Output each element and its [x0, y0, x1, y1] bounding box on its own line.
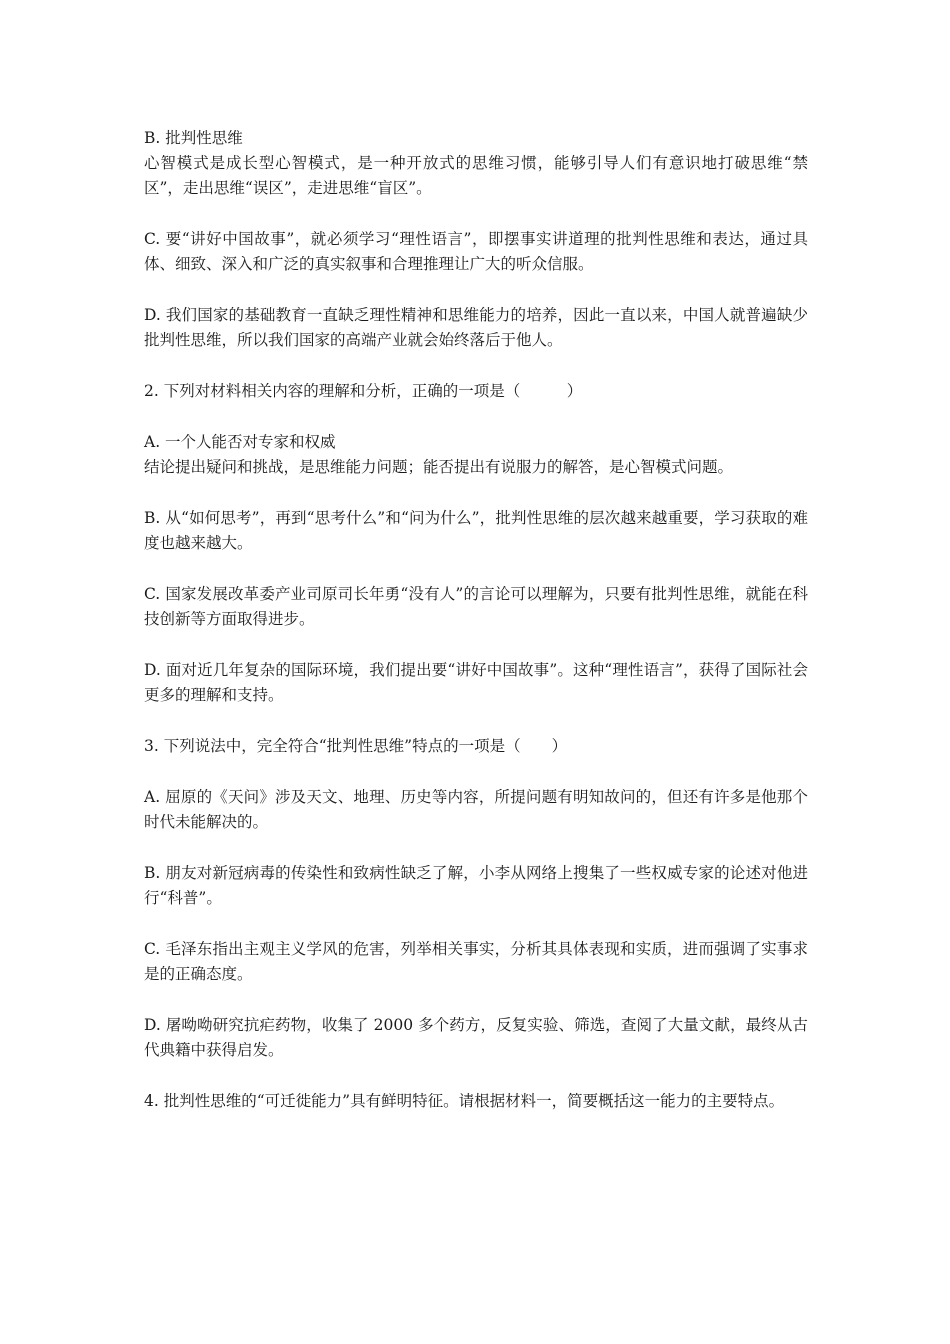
q3-option-c [144, 937, 808, 987]
option-text: 结论提出疑问和挑战，是思维能力问题；能否提出有说服力的解答，是心智模式问题。 [144, 458, 734, 476]
q3-stem [144, 734, 808, 759]
option-text: B. 从“如何思考”，再到“思考什么”和“问为什么”，批判性思维的层次越来越重要，学习获取的难度也越来越大。 [144, 509, 808, 552]
option-text: A. 屈原的《天问》涉及天文、地理、历史等内容，所提问题有明知故问的，但还有许多是他那个时代未能解决的。 [144, 788, 808, 831]
option-text: D. 我们国家的基础教育一直缺乏理性精神和思维能力的培养，因此一直以来，中国人就普遍缺少批判性思维，所以我们国家的高端产业就会始终落后于他人。 [144, 306, 808, 349]
question-text: 4. 批判性思维的“可迁徙能力”具有鲜明特征。请根据材料一，简要概括这一能力的主要特点。 [144, 1092, 785, 1110]
option-text: 心智模式是成长型心智模式，是一种开放式的思维习惯，能够引导人们有意识地打破思维“禁区”，走出思维“误区”，走进思维“盲区”。 [144, 154, 808, 197]
q2-option-c [144, 582, 808, 632]
q2-option-a [144, 430, 808, 480]
option-label-line: B. 批判性思维 [144, 129, 243, 147]
question-text: 2. 下列对材料相关内容的理解和分析，正确的一项是（ ） [144, 382, 583, 400]
q2-option-d [144, 658, 808, 708]
document-body [144, 126, 808, 1140]
option-text: C. 国家发展改革委产业司原司长年勇“没有人”的言论可以理解为，只要有批判性思维，就能在科技创新等方面取得进步。 [144, 585, 808, 628]
option-text: C. 要“讲好中国故事”，就必须学习“理性语言”，即摆事实讲道理的批判性思维和表达，通过具体、细致、深入和广泛的真实叙事和合理推理让广大的听众信服。 [144, 230, 808, 273]
q2-stem [144, 379, 808, 404]
option-text: D. 屠呦呦研究抗疟药物，收集了 2000 多个药方，反复实验、筛选，查阅了大量文献，最终从古代典籍中获得启发。 [144, 1016, 808, 1059]
question-text: 3. 下列说法中，完全符合“批判性思维”特点的一项是（ ） [144, 737, 568, 755]
option-text: C. 毛泽东指出主观主义学风的危害，列举相关事实，分析其具体表现和实质，进而强调了实事求是的正确态度。 [144, 940, 808, 983]
option-text: B. 朋友对新冠病毒的传染性和致病性缺乏了解，小李从网络上搜集了一些权威专家的论述对他进行“科普”。 [144, 864, 808, 907]
q1-option-c [144, 227, 808, 277]
option-label-line: A. 一个人能否对专家和权威 [144, 433, 336, 451]
q1-option-b [144, 126, 808, 201]
option-text: D. 面对近几年复杂的国际环境，我们提出要“讲好中国故事”。这种“理性语言”，获得了国际社会更多的理解和支持。 [144, 661, 808, 704]
q1-option-d [144, 303, 808, 353]
q3-option-a [144, 785, 808, 835]
q3-option-d [144, 1013, 808, 1063]
q4-stem [144, 1089, 808, 1114]
q2-option-b [144, 506, 808, 556]
q3-option-b [144, 861, 808, 911]
